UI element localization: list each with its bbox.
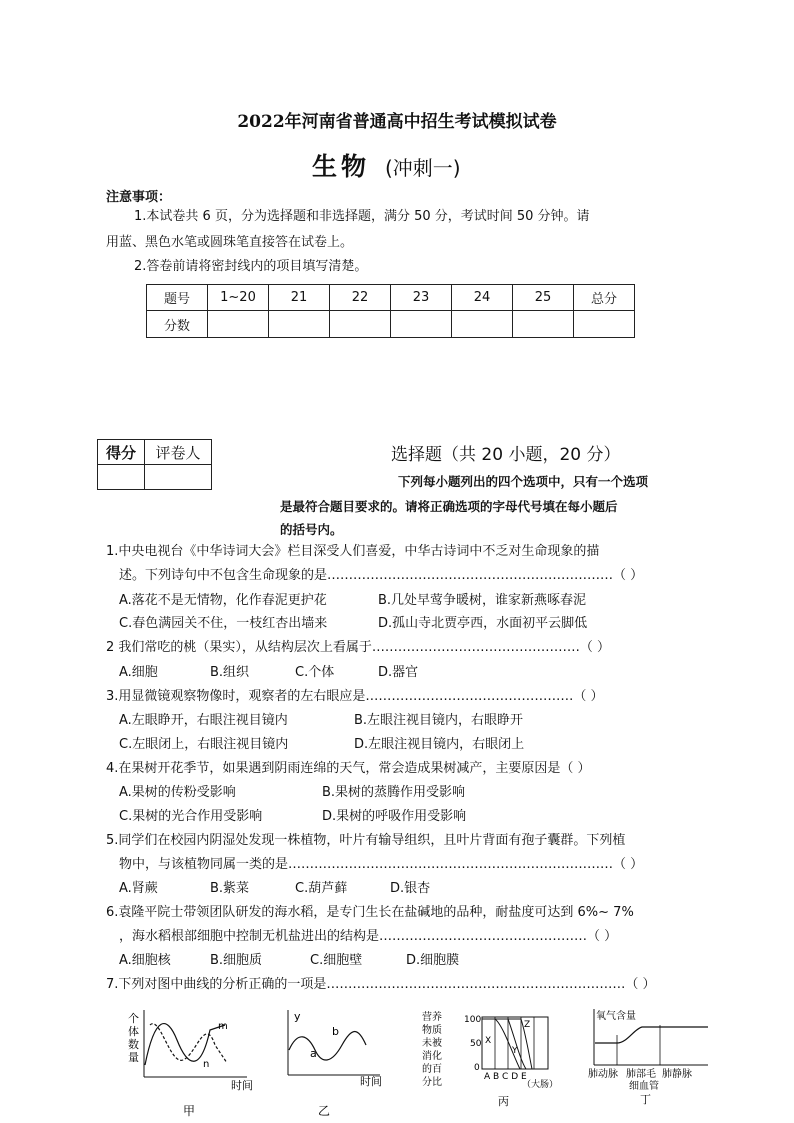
option-c: C.个体 [295,665,335,680]
score-input-cell[interactable] [391,311,452,338]
score-input-cell[interactable] [452,311,513,338]
exam-title: 2022年河南省普通高中招生考试模拟试卷 [237,112,557,132]
figure-yi [280,1005,400,1123]
question-1-cont: 述。下列诗句中不包含生命现象的是…………………………………………………………（ ） [119,568,644,583]
score-input-cell[interactable] [208,311,269,338]
fig-bing-x-labels: A B C D E [484,1072,527,1082]
question-5-cont: 物中，与该植物同属一类的是…………………………………………………………………（ ） [119,857,644,872]
question-4: 4.在果树开花季节，如果遇到阴雨连绵的天气，常会造成果树减产，主要原因是（ ） [106,761,591,776]
fig-bing-ylabel: 营养 [422,1012,442,1023]
fig-bing-tick: 50 [470,1039,482,1049]
fig-bing-tick: 100 [464,1015,482,1025]
question-6-cont: ，海水稻根部细胞中控制无机盐进出的结构是…………………………………………（ ） [119,929,618,944]
option-c: C.细胞壁 [310,953,363,968]
grader-name-cell[interactable] [145,465,212,490]
fig-jia-label-n: n [203,1059,210,1070]
fig-jia-caption: 甲 [183,1104,196,1118]
grader-name-label: 评卷人 [145,440,212,465]
question-5: 5.同学们在校园内阴湿处发现一株植物，叶片有输导组织，且叶片背面有孢子囊群。下列植 [106,833,626,848]
fig-ding-x1: 肺动脉 [588,1069,618,1080]
notice-item-2: 2.答卷前请将密封线内的项目填写清楚。 [134,259,368,274]
score-table [146,284,635,338]
fig-jia-label-m: m [218,1021,228,1032]
option-c: C.果树的光合作用受影响 [119,809,263,824]
option-a: A.果树的传粉受影响 [119,785,236,800]
option-c: C.春色满园关不住，一枝红杏出墙来 [119,616,328,631]
fig-jia-ylabel: 数 [128,1038,139,1051]
score-input-cell[interactable] [513,311,574,338]
score-input-cell[interactable] [330,311,391,338]
section-instruction-3: 的括号内。 [280,522,343,537]
option-b: B.细胞质 [210,953,263,968]
option-b: B.左眼注视目镜内，右眼睁开 [354,713,524,728]
grader-score-cell[interactable] [98,465,145,490]
figure-jia [115,1005,265,1123]
score-table-cell: 21 [269,285,330,311]
score-table-cell: 题号 [147,285,208,311]
figure-bing [418,1005,568,1123]
fig-bing-label-x: X [485,1036,492,1046]
figure-ding [582,1005,712,1123]
option-a: A.左眼睁开，右眼注视目镜内 [119,713,288,728]
option-a: A.肾蕨 [119,881,158,896]
score-table-cell: 24 [452,285,513,311]
score-table-cell: 分数 [147,311,208,338]
grader-box [97,439,212,490]
option-a: A.细胞核 [119,953,171,968]
option-b: B.紫菜 [210,881,250,896]
fig-bing-label-z: Z [524,1020,531,1030]
question-6: 6.袁隆平院士带领团队研发的海水稻，是专门生长在盐碱地的品种，耐盐度可达到 6%~ 7% [106,905,634,920]
section-instruction-2: 是最符合题目要求的。请将正确选项的字母代号填在每小题后 [280,499,618,514]
option-a: A.细胞 [119,665,158,680]
score-input-cell[interactable] [269,311,330,338]
fig-ding-x2: 肺部毛 [626,1069,656,1080]
question-2: 2 我们常吃的桃（果实），从结构层次上看属于…………………………………………（ ） [106,640,611,655]
fig-ding-x3: 肺静脉 [662,1069,692,1080]
fig-yi-label-a: a [310,1047,317,1060]
option-b: B.组织 [210,665,250,680]
question-1: 1.中央电视台《中华诗词大会》栏目深受人们喜爱，中华古诗词中不乏对生命现象的描 [106,544,600,559]
option-c: C.左眼闭上，右眼注视目镜内 [119,737,289,752]
fig-ding-ylabel: 氧气含量 [596,1011,636,1022]
score-table-score-row [147,311,635,338]
fig-jia-ylabel: 个 [128,1012,139,1025]
grader-score-label: 得分 [98,440,145,465]
fig-jia-xlabel: 时间 [231,1079,253,1092]
fig-bing-plot-frame [482,1017,548,1069]
option-d: D.细胞膜 [406,953,460,968]
fig-bing-label-y: Y [512,1046,518,1056]
fig-ding-caption: 丁 [640,1093,651,1106]
fig-jia-curve-n [150,1024,227,1063]
notice-item-1-cont: 用蓝、黑色水笔或圆珠笔直接答在试卷上。 [106,235,354,250]
notice-heading: 注意事项： [106,190,172,205]
option-d: D.左眼注视目镜内，右眼闭上 [354,737,525,752]
fig-yi-curve [289,1032,366,1061]
fig-bing-caption: 丙 [498,1095,509,1108]
fig-bing-ylabel: 未被 [422,1038,442,1049]
fig-jia-ylabel: 体 [128,1025,139,1038]
score-table-cell: 23 [391,285,452,311]
subject-subtitle: (冲刺一) [385,156,461,180]
option-b: B.果树的蒸腾作用受影响 [322,785,466,800]
fig-bing-ylabel: 物质 [422,1025,442,1036]
fig-yi-label-b: b [332,1025,339,1038]
option-b: B.几处早莺争暖树，谁家新燕啄春泥 [378,593,587,608]
section-instruction-1: 下列每小题列出的四个选项中，只有一个选项 [398,474,649,489]
option-c: C.葫芦藓 [295,881,348,896]
section-title: 选择题（共 20 小题，20 分） [391,445,621,465]
score-table-cell: 1~20 [208,285,269,311]
fig-bing-ylabel: 分比 [422,1077,442,1088]
fig-yi-ylabel: y [294,1010,301,1023]
fig-ding-curve [595,1027,708,1043]
score-table-cell: 22 [330,285,391,311]
score-input-cell[interactable] [574,311,635,338]
fig-yi-xlabel: 时间 [360,1075,382,1088]
fig-jia-ylabel: 量 [128,1051,139,1064]
option-d: D.器官 [378,665,419,680]
question-7: 7.下列对图中曲线的分析正确的一项是……………………………………………………………（ ） [106,977,656,992]
fig-bing-x-note: （大肠） [522,1080,559,1090]
question-3: 3.用显微镜观察物像时，观察者的左右眼应是…………………………………………（ ） [106,689,604,704]
option-d: D.果树的呼吸作用受影响 [322,809,467,824]
fig-bing-tick: 0 [474,1063,480,1073]
option-d: D.银杏 [390,881,431,896]
score-table-cell: 总分 [574,285,635,311]
fig-ding-x2b: 细血管 [629,1081,659,1092]
score-table-cell: 25 [513,285,574,311]
score-table-header-row [147,285,635,311]
subject-title: 生物 [312,152,371,181]
option-a: A.落花不是无情物，化作春泥更护花 [119,593,327,608]
option-d: D.孤山寺北贾亭西，水面初平云脚低 [378,616,588,631]
fig-bing-ylabel: 消化 [422,1051,442,1062]
fig-yi-caption: 乙 [318,1104,331,1118]
notice-item-1: 1.本试卷共 6 页，分为选择题和非选择题，满分 50 分，考试时间 50 分钟。请 [134,209,590,224]
fig-bing-ylabel: 的百 [422,1064,442,1075]
